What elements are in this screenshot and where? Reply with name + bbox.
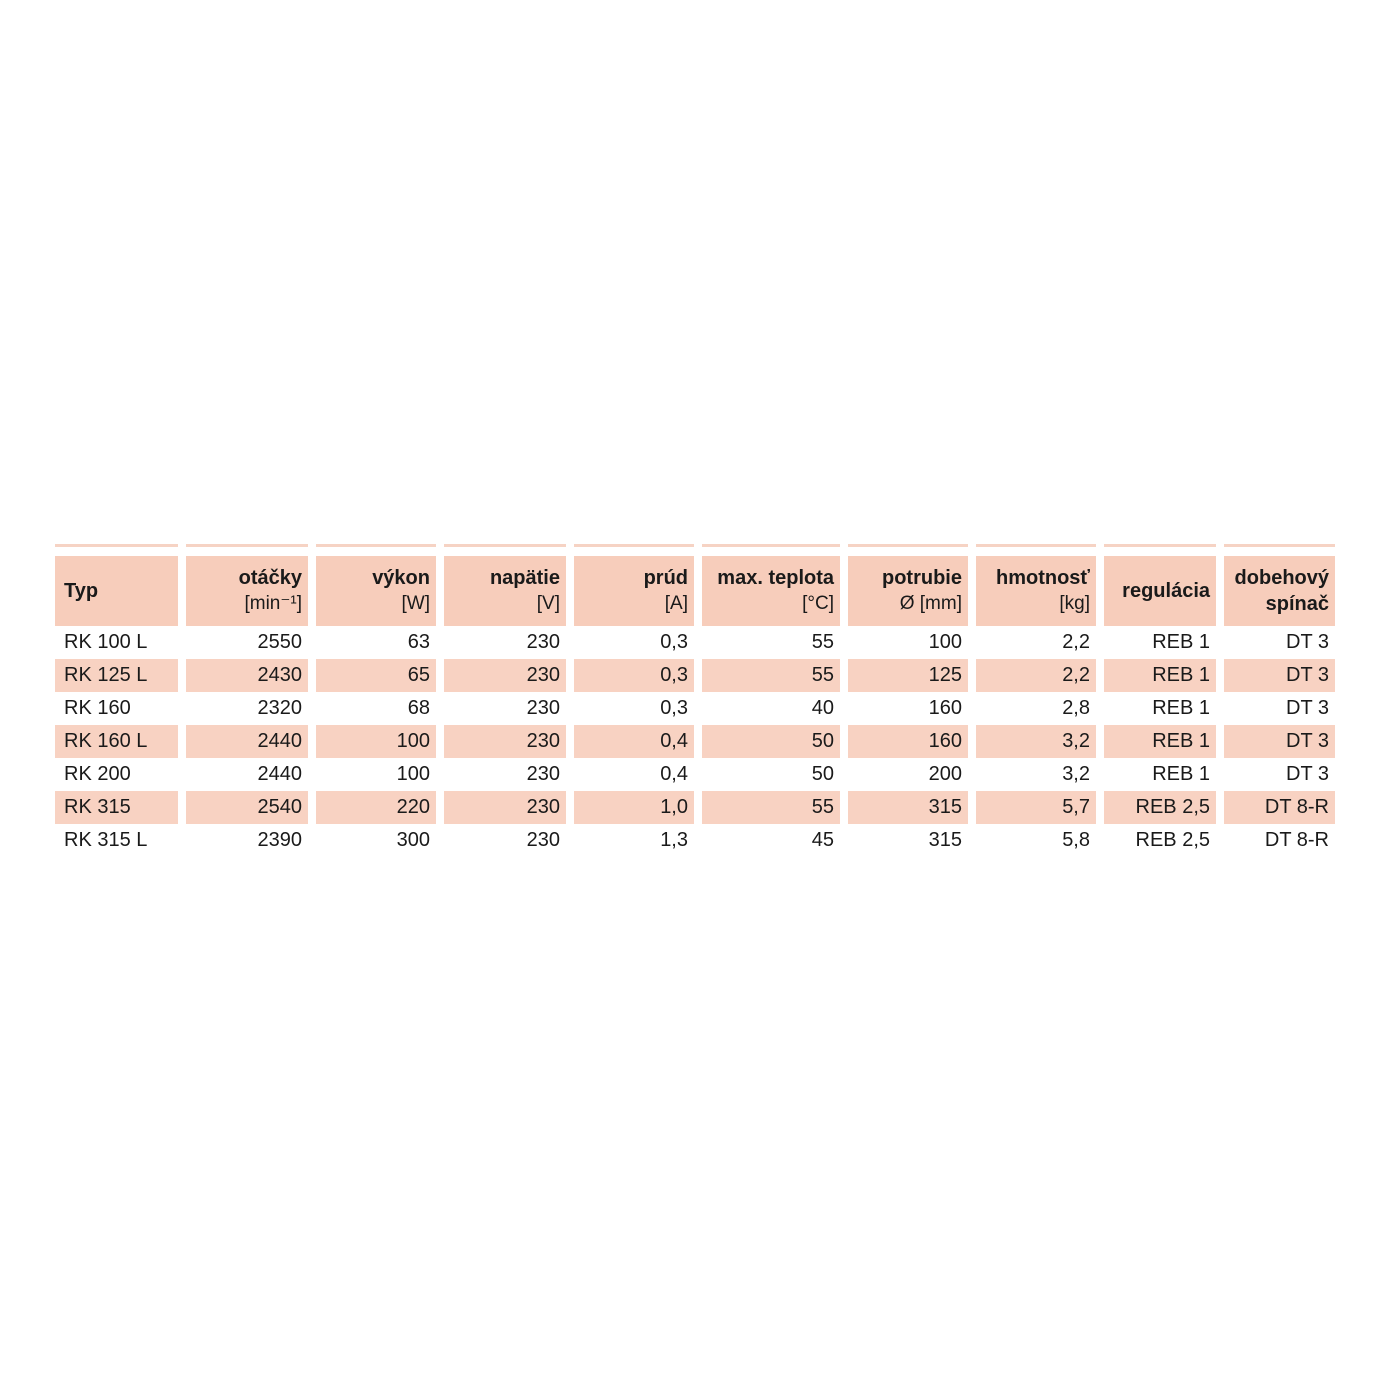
- column-label: napätie: [489, 567, 560, 589]
- column-label: max. teplota: [717, 567, 834, 589]
- column-label: potrubie: [882, 567, 962, 589]
- cell-regulacia: REB 1: [1104, 659, 1216, 692]
- top-rule-segment: [55, 544, 178, 547]
- cell-napatie: 230: [526, 829, 560, 851]
- table-row-rk-100-l: [55, 626, 1335, 659]
- column-header-max-teplota: [702, 556, 840, 626]
- cell-potrubie: 160: [928, 697, 962, 719]
- cell-hmotnost: 2,2: [976, 659, 1096, 692]
- cell-otacky: 2550: [257, 631, 302, 653]
- column-header-dobehovy-spinac: [1224, 556, 1335, 626]
- column-label: regulácia: [1122, 580, 1210, 602]
- cell-spinac: DT 3: [1286, 631, 1329, 653]
- cell-teplota: 55: [811, 631, 834, 653]
- cell-teplota: 55: [702, 659, 840, 692]
- cell-regulacia: REB 1: [1152, 763, 1210, 785]
- cell-hmotnost: 5,7: [976, 791, 1096, 824]
- cell-vykon: 220: [316, 791, 436, 824]
- column-header-prud: [574, 556, 694, 626]
- cell-regulacia: REB 2,5: [1135, 829, 1210, 851]
- column-label: Typ: [64, 580, 99, 602]
- cell-otacky: 2440: [186, 725, 308, 758]
- cell-napatie: 230: [526, 697, 560, 719]
- cell-vykon: 65: [316, 659, 436, 692]
- cell-vykon: 300: [396, 829, 430, 851]
- column-unit: [A]: [664, 593, 688, 614]
- top-rule-segment: [186, 544, 308, 547]
- cell-napatie: 230: [444, 725, 566, 758]
- table-row-rk-315: [55, 791, 1335, 824]
- cell-regulacia: REB 2,5: [1104, 791, 1216, 824]
- table-header-row: [55, 556, 1335, 626]
- top-rule-segment: [976, 544, 1096, 547]
- cell-otacky: 2390: [257, 829, 302, 851]
- table-row-rk-160: [55, 692, 1335, 725]
- cell-prud: 0,4: [574, 725, 694, 758]
- cell-napatie: 230: [526, 763, 560, 785]
- cell-regulacia: REB 1: [1152, 631, 1210, 653]
- column-label: dobehový: [1234, 567, 1329, 589]
- cell-teplota: 55: [702, 791, 840, 824]
- cell-teplota: 40: [811, 697, 834, 719]
- cell-prud: 1,3: [660, 829, 688, 851]
- cell-hmotnost: 5,8: [1062, 829, 1090, 851]
- cell-otacky: 2320: [257, 697, 302, 719]
- cell-otacky: 2540: [186, 791, 308, 824]
- cell-vykon: 63: [407, 631, 430, 653]
- column-header-typ: [55, 556, 178, 626]
- column-label: otáčky: [238, 567, 302, 589]
- cell-hmotnost: 3,2: [976, 725, 1096, 758]
- top-rule-segment: [1224, 544, 1335, 547]
- column-unit: [V]: [536, 593, 560, 614]
- cell-napatie: 230: [444, 791, 566, 824]
- cell-typ: RK 100 L: [64, 631, 148, 653]
- cell-typ: RK 160: [64, 697, 131, 719]
- table-top-rule: [55, 544, 1335, 547]
- cell-vykon: 68: [407, 697, 430, 719]
- cell-hmotnost: 2,2: [1062, 631, 1090, 653]
- cell-teplota: 50: [702, 725, 840, 758]
- cell-prud: 0,4: [660, 763, 688, 785]
- cell-typ: RK 315 L: [64, 829, 148, 851]
- cell-typ: RK 200: [64, 763, 131, 785]
- cell-spinac: DT 3: [1224, 725, 1335, 758]
- top-rule-segment: [848, 544, 968, 547]
- cell-vykon: 100: [396, 763, 430, 785]
- column-unit: [°C]: [802, 593, 834, 614]
- column-header-napatie: [444, 556, 566, 626]
- cell-potrubie: 315: [928, 829, 962, 851]
- column-label: prúd: [643, 567, 688, 589]
- cell-prud: 0,3: [660, 631, 688, 653]
- table-row-rk-200: [55, 758, 1335, 791]
- column-header-potrubie: [848, 556, 968, 626]
- cell-teplota: 45: [811, 829, 834, 851]
- cell-regulacia: REB 1: [1152, 697, 1210, 719]
- cell-napatie: 230: [526, 631, 560, 653]
- top-rule-segment: [316, 544, 436, 547]
- table-row-rk-160-l: [55, 725, 1335, 758]
- table-row-rk-315-l: [55, 824, 1335, 857]
- cell-otacky: 2430: [186, 659, 308, 692]
- cell-spinac: DT 3: [1286, 697, 1329, 719]
- column-label-line2: spínač: [1265, 593, 1329, 615]
- column-label: hmotnosť: [995, 567, 1090, 589]
- cell-typ: RK 125 L: [55, 659, 178, 692]
- column-header-vykon: [316, 556, 436, 626]
- cell-spinac: DT 8-R: [1224, 791, 1335, 824]
- cell-potrubie: 125: [848, 659, 968, 692]
- table-body: [55, 626, 1335, 857]
- cell-typ: RK 160 L: [55, 725, 178, 758]
- column-label: výkon: [372, 567, 430, 589]
- cell-spinac: DT 3: [1286, 763, 1329, 785]
- column-header-otacky: [186, 556, 308, 626]
- cell-potrubie: 100: [928, 631, 962, 653]
- product-spec-table: [55, 544, 1335, 857]
- cell-regulacia: REB 1: [1104, 725, 1216, 758]
- column-unit: Ø [mm]: [899, 593, 962, 614]
- table-row-rk-125-l: [55, 659, 1335, 692]
- column-unit: [min⁻¹]: [244, 593, 302, 614]
- column-unit: [W]: [401, 593, 430, 614]
- cell-prud: 1,0: [574, 791, 694, 824]
- cell-vykon: 100: [316, 725, 436, 758]
- cell-prud: 0,3: [574, 659, 694, 692]
- cell-potrubie: 200: [928, 763, 962, 785]
- column-header-regulacia: [1104, 556, 1216, 626]
- cell-teplota: 50: [811, 763, 834, 785]
- top-rule-segment: [702, 544, 840, 547]
- top-rule-segment: [1104, 544, 1216, 547]
- top-rule-segment: [574, 544, 694, 547]
- cell-potrubie: 315: [848, 791, 968, 824]
- cell-spinac: DT 8-R: [1264, 829, 1329, 851]
- column-unit: [kg]: [1059, 593, 1090, 614]
- cell-typ: RK 315: [55, 791, 178, 824]
- cell-napatie: 230: [444, 659, 566, 692]
- cell-prud: 0,3: [660, 697, 688, 719]
- cell-potrubie: 160: [848, 725, 968, 758]
- cell-hmotnost: 2,8: [1062, 697, 1090, 719]
- cell-otacky: 2440: [257, 763, 302, 785]
- cell-hmotnost: 3,2: [1062, 763, 1090, 785]
- cell-spinac: DT 3: [1224, 659, 1335, 692]
- column-header-hmotnost: [976, 556, 1096, 626]
- top-rule-segment: [444, 544, 566, 547]
